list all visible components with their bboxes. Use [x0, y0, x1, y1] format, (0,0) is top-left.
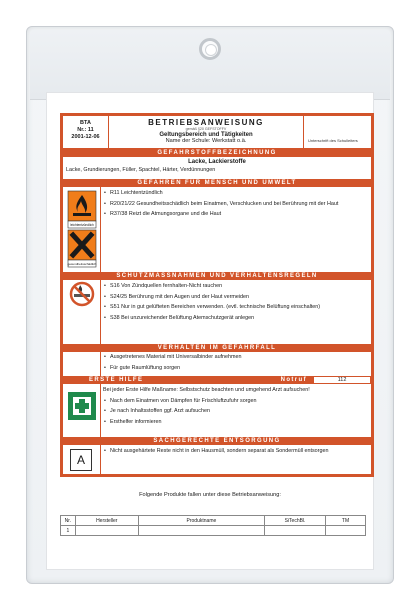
table-cell — [265, 526, 326, 536]
list-item: • Für gute Raumlüftung sorgen — [103, 365, 367, 372]
disposal-code: A — [70, 449, 92, 471]
hazard-icons — [63, 187, 101, 272]
section-protection — [63, 280, 371, 344]
signature-box — [303, 116, 371, 148]
section-emergency — [63, 352, 371, 376]
column-header: Hersteller — [75, 516, 138, 526]
emergency-icon-cell — [63, 352, 101, 376]
substance-description: Lacke, Grundierungen, Füller, Spachtel, Härter, Verdünnungen — [66, 167, 216, 173]
section-bar-disposal: SACHGERECHTE ENTSORGUNG — [63, 437, 371, 445]
list-item: • S38 Bei unzureichender Belüftung Atemschutzgerät anlegen — [103, 315, 367, 322]
substance-name: Lacke, Lackierstoffe — [188, 159, 246, 165]
protection-icons — [63, 280, 101, 344]
first-aid-list — [103, 387, 367, 429]
products-note: Folgende Produkte fallen unter diese Betriebsanweisung: — [139, 492, 281, 498]
instruction-header — [63, 116, 371, 149]
flame-label: leichtentzündlich — [70, 223, 94, 227]
table-cell — [326, 526, 366, 536]
header-number: Nr.: 11 — [77, 127, 94, 133]
header-school: Name der Schule: Werkstatt o.ä. — [165, 138, 247, 144]
section-disposal — [63, 445, 371, 474]
header-title-block — [109, 116, 303, 148]
section-bar-hazards: GEFAHREN FÜR MENSCH UND UMWELT — [63, 179, 371, 187]
header-scope: Geltungsbereich und Tätigkeiten — [159, 132, 253, 138]
column-header: TM — [326, 516, 366, 526]
emergency-list — [103, 354, 367, 375]
emergency-call-label: Notruf — [255, 376, 313, 384]
section-bar-protection: SCHUTZMASSNAHMEN UND VERHALTENSREGELN — [63, 272, 371, 280]
hazard-symbols-icon — [63, 187, 101, 272]
list-item: • Ersthelfer informieren — [103, 419, 367, 426]
list-item: • R11 Leichtentzündlich — [103, 190, 367, 197]
hazard-list — [103, 190, 367, 222]
no-open-flame-icon — [63, 280, 101, 344]
protection-list — [103, 283, 367, 325]
page-title: BETRIEBSANWEISUNG — [148, 118, 264, 127]
emergency-number: 112 — [313, 376, 371, 384]
table-cell: 1 — [61, 526, 76, 536]
column-header: SiTechBl. — [265, 516, 326, 526]
list-item: • S16 Von Zündquellen fernhalten-Nicht rauchen — [103, 283, 367, 290]
section-bar-emergency: VERHALTEN IM GEFAHRFALL — [63, 344, 371, 352]
signature-label: Unterschrift des Schulleiters — [308, 138, 358, 143]
table-cell — [75, 526, 138, 536]
header-subtitle: gemäß §20 GEFSTOFFV — [185, 127, 227, 131]
header-org: BTA — [80, 120, 91, 126]
list-item: • R20/21/22 Gesundheitsschädlich beim Einatmen, Verschlucken und bei Berührung mit der Haut — [103, 201, 367, 208]
section-hazards — [63, 187, 371, 272]
list-item: • Nach dem Einatmen von Dämpfen für Frischluftzufuhr sorgen — [103, 398, 367, 405]
list-item: • S24/25 Berührung mit den Augen und der Haut vermeiden — [103, 294, 367, 301]
first-aid-intro: Bei jeder Erste Hilfe Maßname: Selbstschutz beachten und umgehend Arzt aufsuchen! — [103, 387, 310, 393]
first-aid-icon-cell — [63, 384, 101, 437]
table-header-row — [61, 516, 366, 526]
header-id-block — [63, 116, 109, 148]
list-item: • Ausgetretenes Material mit Universalbinder aufnehmen — [103, 354, 367, 361]
hang-hole-icon — [199, 38, 221, 60]
table-row — [61, 526, 366, 536]
header-date: 2001-12-06 — [71, 134, 100, 140]
operating-instruction-frame — [60, 113, 374, 477]
list-item: • Je nach Inhaltsstoffen ggf. Arzt aufsuchen — [103, 408, 367, 415]
column-header: Nr. — [61, 516, 76, 526]
section-substance — [63, 157, 371, 179]
disposal-icon-cell — [63, 445, 101, 474]
harmful-label: gesundheitsschädlich — [67, 262, 97, 266]
section-bar-first-aid: ERSTE HILFE — [63, 376, 255, 384]
column-header: Produktname — [138, 516, 264, 526]
list-item: • S51 Nur in gut gelüfteten Bereichen verwenden. (evtl. technische Belüftung einschalten) — [103, 304, 367, 311]
disposal-list — [103, 448, 367, 459]
list-item: • Nicht ausgehärtete Reste nicht in den Hausmüll, sondern separat als Sondermüll entsorgen — [103, 448, 367, 455]
table-cell — [138, 526, 264, 536]
products-table — [60, 515, 366, 536]
section-bar-substance: GEFAHRSTOFFBEZEICHNUNG — [63, 149, 371, 157]
list-item: • R37/38 Reizt die Atmungsorgane und die Haut — [103, 211, 367, 218]
first-aid-cross-icon — [63, 384, 101, 437]
section-first-aid — [63, 384, 371, 437]
